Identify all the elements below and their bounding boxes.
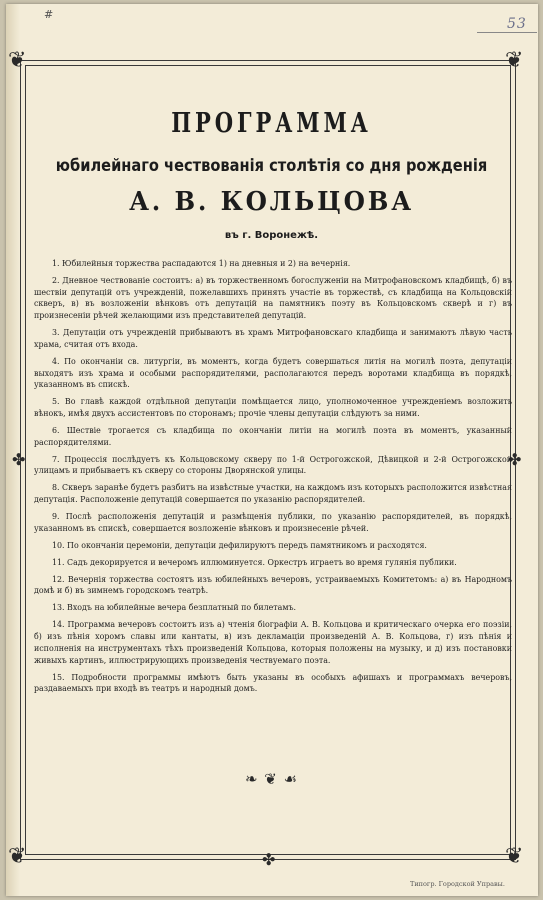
corner-ornament-bottom-right-icon: ❦ [505, 844, 524, 869]
program-item: 14. Программа вечеровъ состоитъ изъ а) чтенія біографіи А. В. Кольцова и критическаго очерка его поэзіи, б) изъ пѣнія хоромъ славы или кантаты, в) изъ декламаціи произведеній А. В. Кольцова, г) изъ пѣнія и исполненія на инструментахъ тѣхъ произведеній Кольцова, которыя положены на музыку, и д) изъ постановки живыхъ картинъ, иллюстрирующихъ произведенія чествуемаго поэта. [34, 620, 512, 665]
program-item: 12. Вечернія торжества состоятъ изъ юбилейныхъ вечеровъ, устраиваемыхъ Комитетомъ: а) въ Народномъ домѣ и б) въ зимнемъ городскомъ театрѣ. [34, 574, 512, 596]
side-ornament-right-icon: ✤ [508, 450, 522, 469]
program-item: 15. Подробности программы имѣютъ быть указаны въ особыхъ афишахъ и программахъ вечеровъ, раздаваемыхъ при входѣ въ театръ и народный домъ. [34, 672, 512, 694]
program-item: 8. Скверъ заранѣе будетъ разбитъ на извѣстные участки, на каждомъ изъ которыхъ расположится извѣстная депутація. Расположеніе депутацій совершается по указанію распорядителей. [34, 483, 512, 505]
program-item: 6. Шествіе трогается съ кладбища по окончаніи литіи на могилѣ поэта въ моментъ, указанный распорядителями. [34, 425, 512, 447]
corner-ornament-bottom-left-icon: ❦ [8, 844, 27, 869]
handwritten-corner-mark: # [44, 8, 54, 21]
program-item: 1. Юбилейныя торжества распадаются 1) на дневныя и 2) на вечернія. [52, 259, 351, 268]
program-item: 10. По окончаніи церемоніи, депутаціи дефилируютъ передъ памятникомъ и расходятся. [52, 540, 427, 550]
program-item: 3. Депутаціи отъ учрежденій прибываютъ въ храмъ Митрофановскаго кладбища и занимаютъ лѣвую часть храма, считая отъ входа. [34, 328, 512, 349]
bottom-center-ornament-icon: ✤ [262, 850, 276, 869]
honoree-name: А. В. КОЛЬЦОВА [129, 187, 414, 217]
program-item: 7. Процессія послѣдуетъ къ Кольцовскому скверу по 1-й Острогожской, Дѣвицкой и 2-й Острогожской улицамъ и прибываетъ къ скверу со стороны Дворянской улицы. [34, 454, 512, 476]
page-number-underline [477, 32, 537, 33]
corner-ornament-top-right-icon: ❦ [505, 48, 524, 73]
document-title: ПРОГРАММА [171, 108, 372, 139]
program-item: 5. Во главѣ каждой отдѣльной депутаціи помѣщается лицо, уполномоченное учрежденіемъ возложить вѣнокъ, имѣя двухъ ассистентовъ по сторонамъ; прочіе члены депутаціи слѣдуютъ за ними. [34, 397, 512, 418]
program-item: 2. Дневное чествованіе состоитъ: а) въ торжественномъ богослуженіи на Митрофановскомъ кладбищѣ, б) въ шествіи депутацій отъ учрежденій, пожелавшихъ принять участіе въ торжествѣ, съ кладбища на Кольцовскій скверъ, в) въ возложеніи вѣнковъ отъ депутацій на памятникъ поэту въ Кольцовскомъ скверѣ и г) въ произнесеніи рѣчей желающими изъ представителей депутацій. [34, 276, 512, 321]
handwritten-page-number: 53 [507, 16, 527, 32]
program-items-list [34, 258, 512, 700]
program-item: 4. По окончаніи св. литургіи, въ моментъ, когда будетъ совершаться литія на могилѣ поэта, депутаціи выходятъ изъ храма и особыми распорядителями, располагаются передъ воротами кладбища въ порядкѣ, указанномъ въ спискѣ. [34, 356, 512, 390]
program-item: 11. Садъ декорируется и вечеромъ иллюминуется. Оркестръ играетъ во время гулянія публики. [52, 557, 457, 567]
corner-ornament-top-left-icon: ❦ [8, 48, 27, 73]
printer-imprint: Типогр. Городской Управы. [410, 880, 505, 888]
event-location: въ г. Воронежѣ. [224, 230, 319, 241]
side-ornament-left-icon: ✤ [12, 450, 26, 469]
document-subtitle: юбилейнаго чествованія столѣтія со дня рожденія [55, 156, 488, 176]
program-item: 9. Послѣ расположенія депутацій и размѣщенія публики, по указанію распорядителей, въ порядкѣ, указанномъ въ спискѣ, совершается возложеніе вѣнковъ и произнесеніе рѣчей. [34, 512, 512, 533]
end-ornament-icon: ❧ ❦ ☙ [244, 770, 299, 788]
program-item: 13. Входъ на юбилейные вечера безплатный по билетамъ. [52, 603, 297, 613]
